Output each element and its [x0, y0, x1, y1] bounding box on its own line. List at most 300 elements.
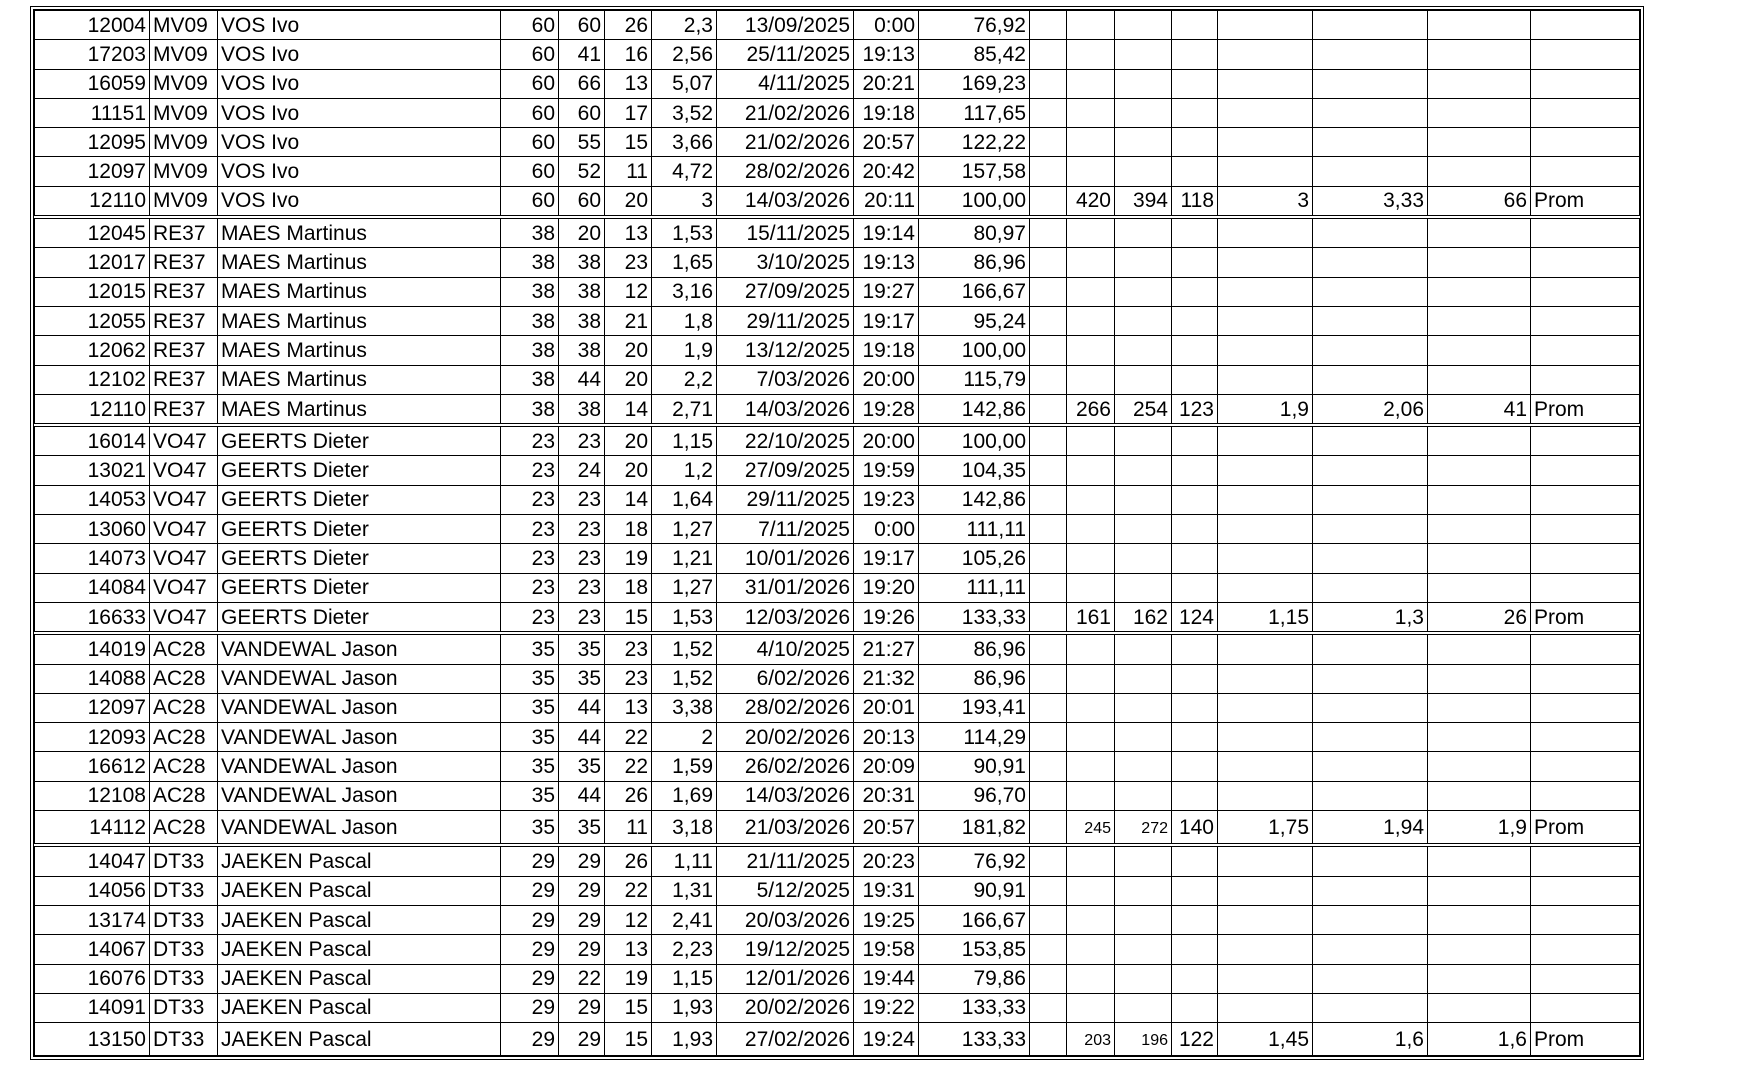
- cell-code: RE37: [150, 217, 218, 248]
- cell-percentage: 96,70: [919, 781, 1030, 810]
- cell-empty: [1115, 248, 1172, 277]
- cell-coefficient: 2,23: [652, 935, 717, 964]
- cell-empty: [1172, 693, 1218, 722]
- table-row: [35, 905, 1640, 934]
- cell-percentage: 76,92: [919, 11, 1030, 40]
- cell-average-points: 41: [1428, 394, 1531, 425]
- cell-code: DT33: [150, 1023, 218, 1056]
- table-row: [35, 157, 1640, 186]
- cell-empty: [1067, 573, 1115, 602]
- cell-code: AC28: [150, 781, 218, 810]
- cell-empty: [1531, 248, 1640, 277]
- cell-date: 13/09/2025: [717, 11, 854, 40]
- cell-empty: [1030, 306, 1067, 335]
- cell-coefficient: 3,16: [652, 277, 717, 306]
- cell-empty: [1115, 515, 1172, 544]
- cell-ring-number: 14112: [35, 811, 150, 846]
- cell-entered: 38: [501, 365, 559, 394]
- table-row: [35, 752, 1640, 781]
- cell-empty: [1115, 964, 1172, 993]
- cell-entered: 60: [501, 40, 559, 69]
- cell-empty: [1428, 485, 1531, 514]
- cell-empty: [1531, 365, 1640, 394]
- cell-coefficient: 4,72: [652, 157, 717, 186]
- cell-place: 14: [605, 485, 652, 514]
- cell-empty: [1067, 128, 1115, 157]
- cell-empty: [1172, 781, 1218, 810]
- cell-owner-name: JAEKEN Pascal: [218, 993, 501, 1022]
- cell-owner-name: JAEKEN Pascal: [218, 876, 501, 905]
- cell-date: 3/10/2025: [717, 248, 854, 277]
- cell-released: 44: [559, 693, 605, 722]
- cell-entered: 35: [501, 723, 559, 752]
- cell-released: 38: [559, 248, 605, 277]
- cell-place: 14: [605, 394, 652, 425]
- cell-empty: [1531, 964, 1640, 993]
- cell-avg-coefficient: 1,94: [1313, 811, 1428, 846]
- cell-sum-released: 196: [1115, 1023, 1172, 1056]
- cell-ring-number: 12102: [35, 365, 150, 394]
- cell-coefficient: 1,65: [652, 248, 717, 277]
- cell-code: MV09: [150, 40, 218, 69]
- cell-empty: [1030, 993, 1067, 1022]
- cell-time: 20:13: [854, 723, 919, 752]
- cell-percentage: 80,97: [919, 217, 1030, 248]
- cell-code: MV09: [150, 186, 218, 217]
- cell-empty: [1218, 485, 1313, 514]
- cell-empty: [1172, 365, 1218, 394]
- cell-ring-number: 14084: [35, 573, 150, 602]
- cell-ring-number: 12004: [35, 11, 150, 40]
- cell-date: 28/02/2026: [717, 157, 854, 186]
- cell-entered: 23: [501, 573, 559, 602]
- cell-empty: [1531, 485, 1640, 514]
- cell-code: AC28: [150, 752, 218, 781]
- cell-empty: [1218, 515, 1313, 544]
- cell-ring-number: 11151: [35, 98, 150, 127]
- cell-empty: [1313, 935, 1428, 964]
- table-row: [35, 633, 1640, 664]
- cell-ring-number: 16076: [35, 964, 150, 993]
- cell-entered: 60: [501, 69, 559, 98]
- cell-time: 20:57: [854, 128, 919, 157]
- cell-empty: [1531, 693, 1640, 722]
- cell-time: 19:26: [854, 602, 919, 633]
- cell-empty: [1067, 217, 1115, 248]
- cell-released: 41: [559, 40, 605, 69]
- cell-code: DT33: [150, 905, 218, 934]
- cell-empty: [1115, 752, 1172, 781]
- cell-empty: [1067, 157, 1115, 186]
- cell-empty: [1531, 723, 1640, 752]
- cell-average-points: 1,6: [1428, 1023, 1531, 1056]
- cell-owner-name: VANDEWAL Jason: [218, 752, 501, 781]
- cell-empty: [1172, 11, 1218, 40]
- cell-coefficient: 1,8: [652, 306, 717, 335]
- cell-code: MV09: [150, 98, 218, 127]
- cell-empty: [1115, 845, 1172, 876]
- cell-empty: [1531, 664, 1640, 693]
- cell-empty: [1313, 845, 1428, 876]
- cell-empty: [1428, 69, 1531, 98]
- cell-empty: [1531, 69, 1640, 98]
- cell-released: 29: [559, 876, 605, 905]
- cell-entered: 60: [501, 157, 559, 186]
- cell-coefficient: 2,41: [652, 905, 717, 934]
- cell-empty: [1313, 425, 1428, 456]
- cell-empty: [1030, 186, 1067, 217]
- cell-prom-label: Prom: [1531, 186, 1640, 217]
- cell-date: 7/03/2026: [717, 365, 854, 394]
- cell-released: 23: [559, 485, 605, 514]
- cell-code: RE37: [150, 277, 218, 306]
- table-row: [35, 40, 1640, 69]
- cell-code: DT33: [150, 876, 218, 905]
- cell-time: 0:00: [854, 515, 919, 544]
- cell-place: 16: [605, 40, 652, 69]
- cell-place: 18: [605, 515, 652, 544]
- cell-avg-coefficient: 2,06: [1313, 394, 1428, 425]
- cell-empty: [1313, 515, 1428, 544]
- cell-coefficient: 1,53: [652, 217, 717, 248]
- cell-empty: [1531, 11, 1640, 40]
- cell-time: 19:17: [854, 306, 919, 335]
- cell-ring-number: 12095: [35, 128, 150, 157]
- cell-empty: [1531, 993, 1640, 1022]
- cell-released: 44: [559, 365, 605, 394]
- cell-empty: [1218, 935, 1313, 964]
- cell-empty: [1531, 98, 1640, 127]
- cell-place: 23: [605, 248, 652, 277]
- cell-empty: [1115, 217, 1172, 248]
- cell-released: 60: [559, 11, 605, 40]
- cell-code: DT33: [150, 935, 218, 964]
- cell-owner-name: MAES Martinus: [218, 306, 501, 335]
- cell-empty: [1218, 336, 1313, 365]
- cell-empty: [1428, 277, 1531, 306]
- cell-percentage: 100,00: [919, 425, 1030, 456]
- cell-empty: [1030, 1023, 1067, 1056]
- cell-empty: [1115, 905, 1172, 934]
- cell-code: RE37: [150, 336, 218, 365]
- cell-percentage: 111,11: [919, 573, 1030, 602]
- cell-empty: [1313, 993, 1428, 1022]
- cell-empty: [1030, 664, 1067, 693]
- table-row: [35, 336, 1640, 365]
- cell-time: 19:18: [854, 98, 919, 127]
- cell-entered: 38: [501, 217, 559, 248]
- cell-entered: 29: [501, 935, 559, 964]
- table-row: [35, 128, 1640, 157]
- cell-percentage: 104,35: [919, 456, 1030, 485]
- cell-time: 19:31: [854, 876, 919, 905]
- table-row: [35, 935, 1640, 964]
- table-row: [35, 98, 1640, 127]
- cell-code: AC28: [150, 693, 218, 722]
- cell-empty: [1428, 456, 1531, 485]
- cell-empty: [1172, 456, 1218, 485]
- cell-released: 20: [559, 217, 605, 248]
- cell-sum-entered: 161: [1067, 602, 1115, 633]
- cell-empty: [1115, 157, 1172, 186]
- cell-owner-name: JAEKEN Pascal: [218, 964, 501, 993]
- cell-empty: [1313, 248, 1428, 277]
- cell-time: 20:23: [854, 845, 919, 876]
- cell-ring-number: 12110: [35, 394, 150, 425]
- cell-empty: [1115, 277, 1172, 306]
- table-row: [35, 544, 1640, 573]
- cell-code: DT33: [150, 964, 218, 993]
- cell-place: 23: [605, 664, 652, 693]
- cell-entered: 60: [501, 98, 559, 127]
- cell-empty: [1172, 573, 1218, 602]
- cell-percentage: 117,65: [919, 98, 1030, 127]
- cell-coefficient: 1,64: [652, 485, 717, 514]
- table-row: [35, 781, 1640, 810]
- cell-empty: [1067, 723, 1115, 752]
- cell-empty: [1428, 98, 1531, 127]
- cell-empty: [1030, 365, 1067, 394]
- cell-empty: [1030, 40, 1067, 69]
- table-row: [35, 425, 1640, 456]
- cell-empty: [1172, 664, 1218, 693]
- cell-entered: 60: [501, 186, 559, 217]
- cell-empty: [1428, 693, 1531, 722]
- cell-released: 29: [559, 1023, 605, 1056]
- cell-empty: [1030, 425, 1067, 456]
- cell-empty: [1428, 845, 1531, 876]
- cell-percentage: 114,29: [919, 723, 1030, 752]
- cell-ring-number: 12110: [35, 186, 150, 217]
- cell-empty: [1172, 157, 1218, 186]
- cell-empty: [1531, 935, 1640, 964]
- cell-owner-name: JAEKEN Pascal: [218, 905, 501, 934]
- cell-empty: [1067, 456, 1115, 485]
- cell-coefficient: 3,18: [652, 811, 717, 846]
- cell-date: 13/12/2025: [717, 336, 854, 365]
- cell-empty: [1067, 993, 1115, 1022]
- cell-entered: 35: [501, 811, 559, 846]
- cell-empty: [1428, 544, 1531, 573]
- cell-place: 19: [605, 964, 652, 993]
- cell-empty: [1218, 905, 1313, 934]
- table-row: [35, 11, 1640, 40]
- cell-owner-name: GEERTS Dieter: [218, 515, 501, 544]
- cell-code: VO47: [150, 485, 218, 514]
- cell-place: 19: [605, 544, 652, 573]
- cell-entered: 38: [501, 248, 559, 277]
- cell-empty: [1172, 515, 1218, 544]
- cell-code: DT33: [150, 845, 218, 876]
- cell-place: 26: [605, 11, 652, 40]
- cell-empty: [1115, 128, 1172, 157]
- cell-place: 15: [605, 1023, 652, 1056]
- cell-percentage: 85,42: [919, 40, 1030, 69]
- cell-coefficient: 1,31: [652, 876, 717, 905]
- cell-entered: 35: [501, 633, 559, 664]
- cell-code: AC28: [150, 723, 218, 752]
- cell-code: VO47: [150, 544, 218, 573]
- cell-code: RE37: [150, 248, 218, 277]
- cell-owner-name: MAES Martinus: [218, 394, 501, 425]
- cell-owner-name: MAES Martinus: [218, 336, 501, 365]
- cell-time: 19:24: [854, 1023, 919, 1056]
- cell-ring-number: 14091: [35, 993, 150, 1022]
- cell-code: MV09: [150, 11, 218, 40]
- cell-ring-number: 12045: [35, 217, 150, 248]
- cell-empty: [1218, 993, 1313, 1022]
- cell-empty: [1067, 336, 1115, 365]
- cell-time: 19:23: [854, 485, 919, 514]
- cell-min-coefficient: 3: [1218, 186, 1313, 217]
- cell-percentage: 90,91: [919, 876, 1030, 905]
- cell-empty: [1531, 515, 1640, 544]
- cell-empty: [1030, 128, 1067, 157]
- cell-empty: [1428, 664, 1531, 693]
- cell-ring-number: 12055: [35, 306, 150, 335]
- cell-empty: [1531, 40, 1640, 69]
- cell-empty: [1218, 723, 1313, 752]
- cell-empty: [1030, 277, 1067, 306]
- cell-empty: [1313, 456, 1428, 485]
- cell-date: 14/03/2026: [717, 781, 854, 810]
- cell-coefficient: 1,27: [652, 515, 717, 544]
- cell-empty: [1067, 964, 1115, 993]
- cell-empty: [1313, 723, 1428, 752]
- cell-entered: 35: [501, 752, 559, 781]
- table-row: [35, 69, 1640, 98]
- cell-released: 38: [559, 306, 605, 335]
- cell-time: 19:18: [854, 336, 919, 365]
- cell-date: 21/02/2026: [717, 128, 854, 157]
- cell-percentage: 166,67: [919, 277, 1030, 306]
- cell-empty: [1172, 69, 1218, 98]
- table-row: [35, 723, 1640, 752]
- cell-empty: [1115, 876, 1172, 905]
- cell-empty: [1313, 128, 1428, 157]
- cell-date: 20/03/2026: [717, 905, 854, 934]
- cell-ring-number: 12108: [35, 781, 150, 810]
- cell-empty: [1531, 277, 1640, 306]
- cell-coefficient: 1,27: [652, 573, 717, 602]
- cell-empty: [1531, 752, 1640, 781]
- cell-empty: [1067, 876, 1115, 905]
- cell-owner-name: MAES Martinus: [218, 277, 501, 306]
- cell-empty: [1115, 935, 1172, 964]
- cell-empty: [1115, 573, 1172, 602]
- cell-time: 19:13: [854, 248, 919, 277]
- cell-owner-name: VOS Ivo: [218, 40, 501, 69]
- cell-empty: [1067, 69, 1115, 98]
- cell-ring-number: 16612: [35, 752, 150, 781]
- cell-ring-number: 14019: [35, 633, 150, 664]
- cell-empty: [1428, 11, 1531, 40]
- cell-empty: [1115, 993, 1172, 1022]
- cell-sum-released: 394: [1115, 186, 1172, 217]
- cell-empty: [1313, 781, 1428, 810]
- cell-empty: [1030, 905, 1067, 934]
- cell-empty: [1115, 723, 1172, 752]
- cell-date: 12/01/2026: [717, 964, 854, 993]
- cell-time: 19:22: [854, 993, 919, 1022]
- cell-entered: 23: [501, 544, 559, 573]
- cell-empty: [1030, 633, 1067, 664]
- cell-coefficient: 1,93: [652, 1023, 717, 1056]
- cell-time: 19:44: [854, 964, 919, 993]
- cell-empty: [1172, 905, 1218, 934]
- cell-empty: [1067, 485, 1115, 514]
- cell-coefficient: 2,56: [652, 40, 717, 69]
- cell-time: 20:01: [854, 693, 919, 722]
- cell-empty: [1067, 633, 1115, 664]
- cell-place: 15: [605, 993, 652, 1022]
- cell-released: 35: [559, 811, 605, 846]
- cell-entered: 35: [501, 781, 559, 810]
- cell-owner-name: MAES Martinus: [218, 248, 501, 277]
- cell-empty: [1115, 781, 1172, 810]
- table-row: [35, 248, 1640, 277]
- cell-empty: [1030, 935, 1067, 964]
- cell-percentage: 100,00: [919, 336, 1030, 365]
- cell-empty: [1531, 157, 1640, 186]
- cell-prom-label: Prom: [1531, 811, 1640, 846]
- cell-time: 20:31: [854, 781, 919, 810]
- cell-empty: [1531, 217, 1640, 248]
- cell-place: 21: [605, 306, 652, 335]
- cell-ring-number: 16014: [35, 425, 150, 456]
- cell-empty: [1531, 876, 1640, 905]
- cell-percentage: 111,11: [919, 515, 1030, 544]
- cell-percentage: 86,96: [919, 633, 1030, 664]
- cell-entered: 23: [501, 515, 559, 544]
- cell-empty: [1218, 781, 1313, 810]
- cell-empty: [1115, 693, 1172, 722]
- cell-owner-name: VOS Ivo: [218, 11, 501, 40]
- cell-sum-released: 162: [1115, 602, 1172, 633]
- cell-entered: 23: [501, 456, 559, 485]
- cell-time: 21:32: [854, 664, 919, 693]
- cell-empty: [1067, 781, 1115, 810]
- cell-entered: 38: [501, 277, 559, 306]
- cell-empty: [1115, 98, 1172, 127]
- cell-empty: [1115, 664, 1172, 693]
- cell-released: 38: [559, 336, 605, 365]
- cell-percentage: 181,82: [919, 811, 1030, 846]
- cell-empty: [1172, 128, 1218, 157]
- cell-place: 13: [605, 693, 652, 722]
- cell-entered: 38: [501, 336, 559, 365]
- cell-empty: [1218, 365, 1313, 394]
- cell-empty: [1172, 248, 1218, 277]
- cell-released: 35: [559, 664, 605, 693]
- cell-released: 60: [559, 186, 605, 217]
- cell-empty: [1115, 306, 1172, 335]
- cell-empty: [1218, 876, 1313, 905]
- cell-empty: [1067, 935, 1115, 964]
- cell-percentage: 122,22: [919, 128, 1030, 157]
- cell-empty: [1313, 157, 1428, 186]
- cell-empty: [1218, 693, 1313, 722]
- cell-entered: 38: [501, 306, 559, 335]
- cell-place: 11: [605, 157, 652, 186]
- cell-date: 20/02/2026: [717, 993, 854, 1022]
- cell-owner-name: GEERTS Dieter: [218, 456, 501, 485]
- cell-time: 21:27: [854, 633, 919, 664]
- cell-empty: [1030, 811, 1067, 846]
- cell-empty: [1428, 248, 1531, 277]
- cell-empty: [1428, 781, 1531, 810]
- cell-empty: [1067, 425, 1115, 456]
